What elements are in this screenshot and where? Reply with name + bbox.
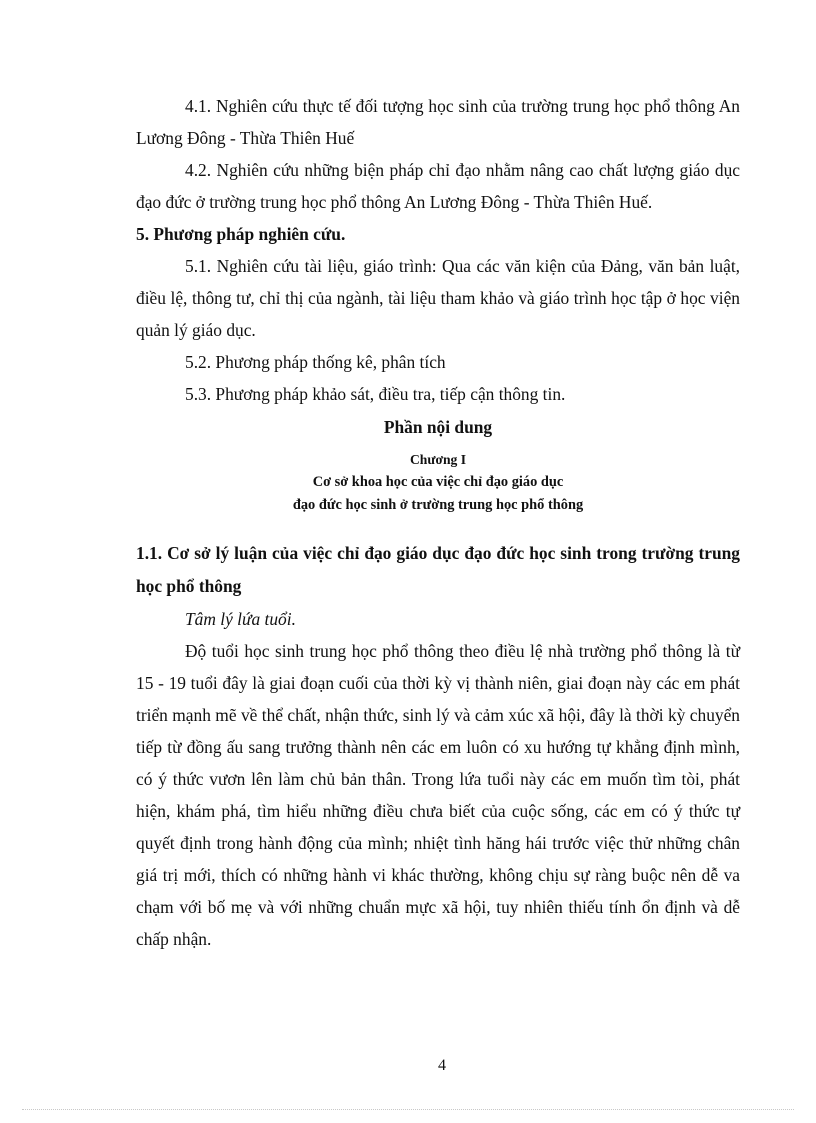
body-paragraph: Độ tuổi học sinh trung học phổ thông theo điều lệ nhà trường phổ thông là từ 15 - 19 tuổi đây là giai đoạn cuối của thời kỳ vị thành niên, giai đoạn này các em phát triển mạnh mẽ về thể chất, nhận thức, sinh lý và cảm xúc xã hội, đây là thời kỳ chuyển tiếp từ đồng ấu sang trưởng thành nên các em luôn có xu hướng tự khẳng định mình, có ý thức vươn lên làm chủ bản thân. Trong lứa tuổi này các em muốn tìm tòi, phát hiện, khám phá, tìm hiểu những điều chưa biết của cuộc sống, các em có ý thức tự quyết định trong hành động của mình; nhiệt tình hăng hái trước việc thử những chân giá trị mới, thích có những hành vi khác thường, không chịu sự ràng buộc nên dễ va chạm với bố mẹ và với những chuẩn mực xã hội, tuy nhiên thiếu tính ổn định và dễ chấp nhận. — [136, 641, 740, 949]
heading-1-1: 1.1. Cơ sở lý luận của việc chỉ đạo giáo dục đạo đức học sinh trong trường trung học phổ thông — [136, 543, 740, 596]
paragraph-5-2: 5.2. Phương pháp thống kê, phân tích — [185, 352, 446, 372]
part-title: Phần nội dung — [383, 417, 493, 437]
chapter-title-line-2: đạo đức học sinh ở trường trung học phổ thông — [292, 497, 584, 513]
page-number: 4 — [438, 1057, 446, 1074]
chapter-label: Chương I — [409, 452, 467, 467]
section-5-title: 5. Phương pháp nghiên cứu. — [136, 224, 346, 244]
document-page — [136, 90, 740, 955]
paragraph-4-1: 4.1. Nghiên cứu thực tế đối tượng học sinh của trường trung học phổ thông An Lương Đông - Thừa Thiên Huế — [136, 96, 740, 148]
subheading: Tâm lý lứa tuổi. — [185, 609, 296, 629]
paragraph-5-3: 5.3. Phương pháp khảo sát, điều tra, tiếp cận thông tin. — [185, 384, 566, 404]
paragraph-5-1: 5.1. Nghiên cứu tài liệu, giáo trình: Qua các văn kiện của Đảng, văn bản luật, điều lệ, thông tư, chỉ thị của ngành, tài liệu tham khảo và giáo trình học tập ở học viện quản lý giáo dục. — [136, 256, 740, 340]
page-bottom-divider — [22, 1109, 794, 1110]
chapter-title-line-1: Cơ sở khoa học của việc chỉ đạo giáo dục — [312, 474, 564, 490]
paragraph-4-2: 4.2. Nghiên cứu những biện pháp chỉ đạo nhằm nâng cao chất lượng giáo dục đạo đức ở trường trung học phổ thông An Lương Đông - Thừa Thiên Huế. — [136, 160, 740, 212]
